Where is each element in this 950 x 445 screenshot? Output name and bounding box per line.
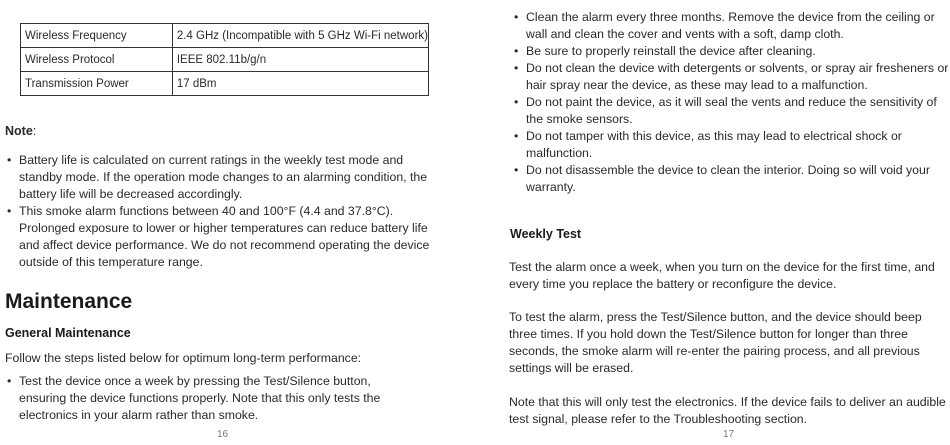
note-list bbox=[5, 152, 440, 271]
list-item: • Do not tamper with this device, as this may lead to electrical shock or malfunction. bbox=[512, 128, 950, 162]
spec-value: IEEE 802.11b/g/n bbox=[172, 48, 428, 72]
list-item: • Do not disassemble the device to clean the interior. Doing so will void your warranty. bbox=[512, 162, 950, 196]
spec-value: 2.4 GHz (Incompatible with 5 GHz Wi-Fi network) bbox=[172, 24, 428, 48]
left-page bbox=[0, 0, 470, 445]
weekly-paragraph: Note that this will only test the electronics. If the device fails to deliver an audible test signal, please refer to the Troubleshooting section. bbox=[509, 395, 946, 426]
note-heading-text: Note bbox=[5, 124, 33, 138]
maintenance-heading: Maintenance bbox=[5, 290, 133, 313]
list-item: • Battery life is calculated on current ratings in the weekly test mode and standby mode. If the operation mode changes to an alarming condition, the battery life will be decreased accordingly. bbox=[5, 152, 440, 203]
weekly-paragraph: Test the alarm once a week, when you turn on the device for the first time, and every time you replace the battery or reconfigure the device. bbox=[509, 260, 935, 291]
page-number: 17 bbox=[723, 429, 735, 440]
table-row bbox=[21, 72, 429, 96]
spec-value: 17 dBm bbox=[172, 72, 428, 96]
list-item: • Do not clean the device with detergents or solvents, or spray air fresheners or hair spray near the device, as these may lead to a malfunction. bbox=[512, 60, 950, 94]
follow-steps-text: Follow the steps listed below for optimum long-term performance: bbox=[5, 351, 362, 365]
spec-label: Wireless Protocol bbox=[21, 48, 173, 72]
table-row bbox=[21, 48, 429, 72]
spec-label: Wireless Frequency bbox=[21, 24, 173, 48]
weekly-paragraph: To test the alarm, press the Test/Silence button, and the device should beep three times. If you hold down the Test/Silence button for longer than three seconds, the smoke alarm will re-enter the pairing process, and all previous settings will be erased. bbox=[509, 310, 922, 375]
note-heading-colon: : bbox=[32, 124, 37, 138]
list-item: • Test the device once a week by pressing the Test/Silence button, ensuring the device functions properly. Note that this only tests the electronics in your alarm rather than smoke. bbox=[5, 373, 415, 424]
list-item: • This smoke alarm functions between 40 and 100°F (4.4 and 37.8°C). Prolonged exposure to lower or higher temperatures can reduce battery life and affect device performance. We do not recommend operating the device outside of this temperature range. bbox=[5, 203, 440, 271]
maintenance-list bbox=[5, 373, 415, 424]
page-number: 16 bbox=[217, 429, 229, 440]
table-row bbox=[21, 24, 429, 48]
weekly-test-heading: Weekly Test bbox=[510, 227, 582, 241]
list-item: • Be sure to properly reinstall the device after cleaning. bbox=[512, 43, 950, 60]
general-maintenance-heading: General Maintenance bbox=[5, 326, 131, 340]
spec-table bbox=[20, 23, 429, 96]
right-page bbox=[490, 0, 950, 445]
list-item: • Do not paint the device, as it will seal the vents and reduce the sensitivity of the smoke sensors. bbox=[512, 94, 950, 128]
note-heading bbox=[5, 124, 36, 138]
spec-label: Transmission Power bbox=[21, 72, 173, 96]
cleaning-list bbox=[512, 9, 950, 196]
list-item: • Clean the alarm every three months. Remove the device from the ceiling or wall and clean the cover and vents with a soft, damp cloth. bbox=[512, 9, 950, 43]
